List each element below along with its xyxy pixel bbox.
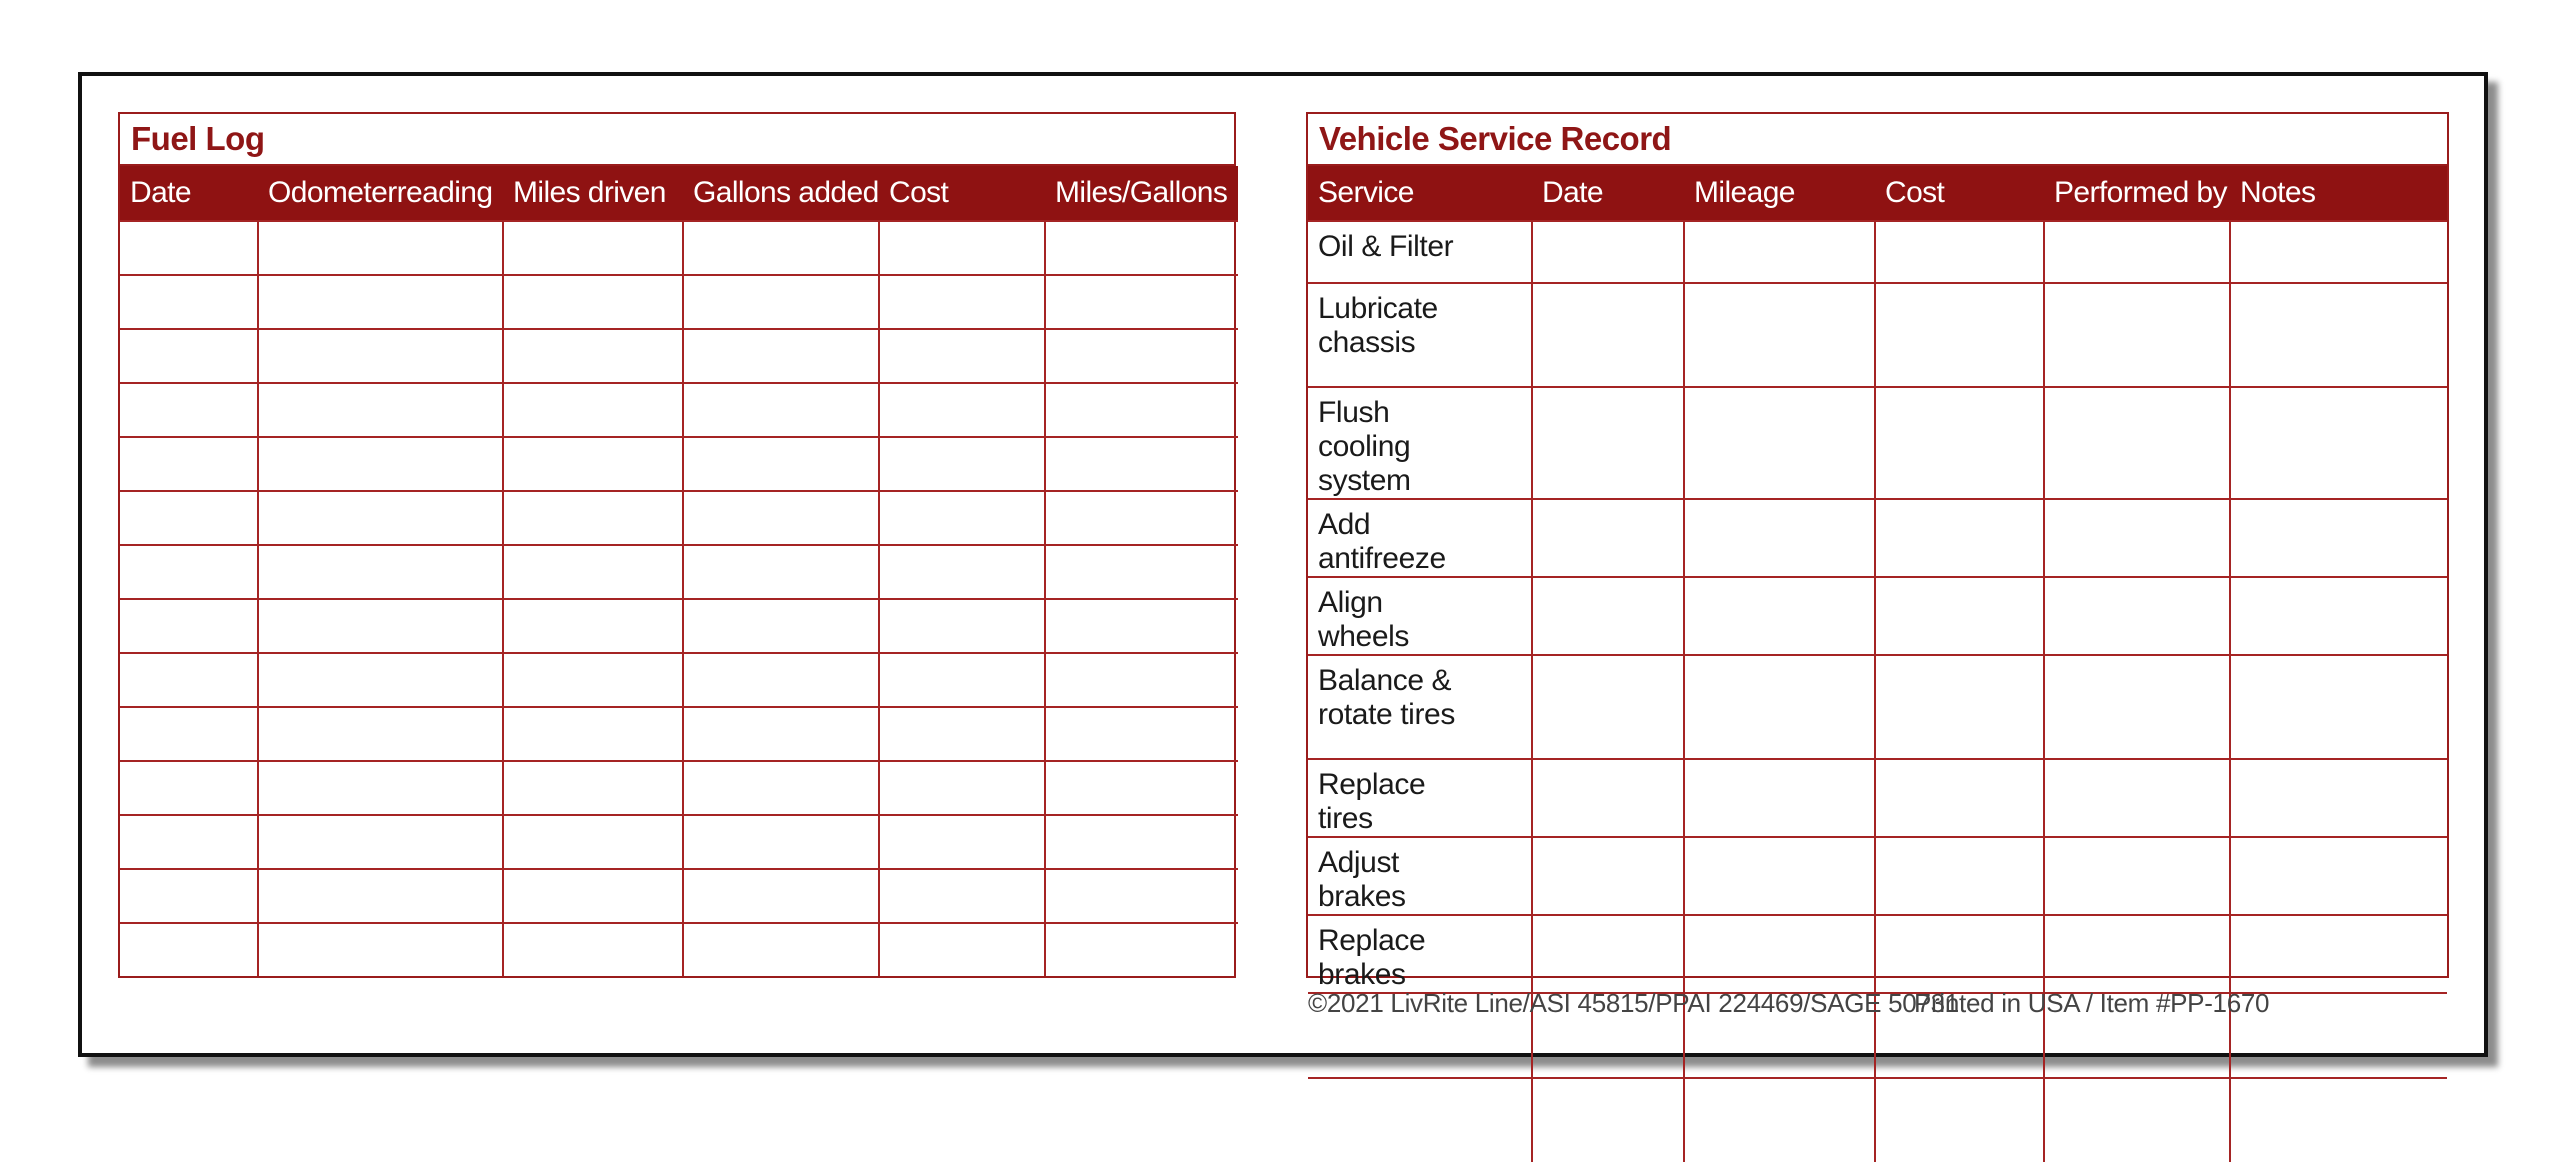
- fuel-log-cell[interactable]: [1045, 491, 1238, 545]
- fuel-log-cell[interactable]: [258, 761, 503, 815]
- service-name-cell: Replace brakes: [1308, 915, 1532, 993]
- service-name-cell: Adjust brakes: [1308, 837, 1532, 915]
- service-record-cell[interactable]: [2044, 577, 2230, 655]
- service-record-cell[interactable]: [1875, 759, 2044, 837]
- fuel-log-cell[interactable]: [503, 221, 683, 275]
- service-record-cell[interactable]: [2230, 837, 2447, 915]
- fuel-log-cell[interactable]: [503, 437, 683, 491]
- fuel-log-cell[interactable]: [120, 221, 258, 275]
- fuel-log-cell[interactable]: [503, 383, 683, 437]
- fuel-log-cell[interactable]: [258, 383, 503, 437]
- fuel-log-cell[interactable]: [120, 869, 258, 923]
- fuel-log-cell[interactable]: [683, 437, 879, 491]
- service-record-cell[interactable]: [1684, 283, 1875, 387]
- service-name-cell: Replace tires: [1308, 759, 1532, 837]
- fuel-log-cell[interactable]: [683, 707, 879, 761]
- fuel-log-cell[interactable]: [503, 653, 683, 707]
- fuel-log-cell[interactable]: [258, 491, 503, 545]
- fuel-log-cell[interactable]: [879, 275, 1045, 329]
- fuel-log-cell[interactable]: [258, 599, 503, 653]
- fuel-col-odometer: Odometerreading: [258, 166, 503, 221]
- fuel-log-row: [120, 869, 1238, 923]
- fuel-log-cell[interactable]: [1045, 707, 1238, 761]
- fuel-log-cell[interactable]: [683, 275, 879, 329]
- fuel-log-table: [120, 166, 1238, 976]
- service-record-title: Vehicle Service Record: [1308, 114, 2447, 166]
- fuel-service-card: [78, 72, 2488, 1057]
- service-name-cell: Lubricate chassis: [1308, 283, 1532, 387]
- fuel-log-row: [120, 599, 1238, 653]
- fuel-log-cell[interactable]: [683, 221, 879, 275]
- fuel-log-row: [120, 329, 1238, 383]
- service-record-cell[interactable]: [1684, 387, 1875, 499]
- service-record-cell[interactable]: [2230, 499, 2447, 577]
- fuel-log-cell[interactable]: [120, 491, 258, 545]
- service-record-cell[interactable]: [1875, 577, 2044, 655]
- service-record-body: [1308, 221, 2447, 1162]
- fuel-log-cell[interactable]: [879, 653, 1045, 707]
- service-record-cell[interactable]: [2230, 577, 2447, 655]
- fuel-log-cell[interactable]: [258, 815, 503, 869]
- fuel-log-row: [120, 923, 1238, 976]
- fuel-log-title: Fuel Log: [120, 114, 1234, 166]
- service-record-row: [1308, 283, 2447, 387]
- service-col-performed-by: Performed by: [2044, 166, 2230, 221]
- fuel-col-gallons-added: Gallons added: [683, 166, 879, 221]
- fuel-col-miles-driven: Miles driven: [503, 166, 683, 221]
- service-record-cell[interactable]: [1684, 1078, 1875, 1162]
- fuel-log-cell[interactable]: [879, 599, 1045, 653]
- fuel-log-cell[interactable]: [120, 275, 258, 329]
- service-name-cell: [1308, 1078, 1532, 1162]
- service-record-cell[interactable]: [2230, 1078, 2447, 1162]
- service-record-cell[interactable]: [1684, 759, 1875, 837]
- service-record-cell[interactable]: [1684, 837, 1875, 915]
- fuel-log-row: [120, 653, 1238, 707]
- fuel-log-cell[interactable]: [683, 761, 879, 815]
- service-name-cell: Flush cooling system: [1308, 387, 1532, 499]
- fuel-log-cell[interactable]: [503, 761, 683, 815]
- service-record-cell[interactable]: [2230, 283, 2447, 387]
- fuel-log-cell[interactable]: [258, 329, 503, 383]
- fuel-log-cell[interactable]: [503, 329, 683, 383]
- service-record-cell[interactable]: [1684, 655, 1875, 759]
- fuel-log-header-row: [120, 166, 1238, 221]
- service-record-cell[interactable]: [2230, 655, 2447, 759]
- service-record-cell[interactable]: [2230, 915, 2447, 993]
- fuel-log-cell[interactable]: [258, 923, 503, 976]
- fuel-log-cell[interactable]: [120, 599, 258, 653]
- fuel-log-cell[interactable]: [503, 599, 683, 653]
- fuel-log-cell[interactable]: [258, 275, 503, 329]
- service-record-cell[interactable]: [2044, 221, 2230, 283]
- service-record-cell[interactable]: [1684, 221, 1875, 283]
- service-record-cell[interactable]: [1532, 387, 1684, 499]
- service-record-row: [1308, 759, 2447, 837]
- fuel-log-cell[interactable]: [683, 599, 879, 653]
- fuel-log-cell[interactable]: [879, 383, 1045, 437]
- fuel-log-cell[interactable]: [120, 923, 258, 976]
- fuel-log-cell[interactable]: [120, 761, 258, 815]
- service-col-date: Date: [1532, 166, 1684, 221]
- fuel-log-cell[interactable]: [683, 815, 879, 869]
- fuel-log-cell[interactable]: [120, 329, 258, 383]
- fuel-log-row: [120, 761, 1238, 815]
- fuel-col-date: Date: [120, 166, 258, 221]
- fuel-log-cell[interactable]: [258, 437, 503, 491]
- service-record-cell[interactable]: [1875, 499, 2044, 577]
- fuel-log-cell[interactable]: [683, 653, 879, 707]
- fuel-log-row: [120, 707, 1238, 761]
- service-record-row: [1308, 655, 2447, 759]
- service-record-cell[interactable]: [1875, 837, 2044, 915]
- fuel-log-cell[interactable]: [879, 545, 1045, 599]
- service-name-cell: Add antifreeze: [1308, 499, 1532, 577]
- fuel-log: [118, 112, 1236, 978]
- service-record-cell[interactable]: [1875, 655, 2044, 759]
- fuel-log-cell[interactable]: [120, 383, 258, 437]
- fuel-log-cell[interactable]: [258, 869, 503, 923]
- fuel-log-cell[interactable]: [258, 707, 503, 761]
- fuel-log-cell[interactable]: [1045, 923, 1238, 976]
- service-record-cell[interactable]: [2044, 915, 2230, 993]
- service-name-cell: Oil & Filter: [1308, 221, 1532, 283]
- service-record-cell[interactable]: [2230, 387, 2447, 499]
- fuel-log-cell[interactable]: [1045, 383, 1238, 437]
- service-record-row: [1308, 837, 2447, 915]
- service-record-row: [1308, 499, 2447, 577]
- fuel-log-cell[interactable]: [879, 437, 1045, 491]
- service-name-cell: Balance & rotate tires: [1308, 655, 1532, 759]
- service-record-cell[interactable]: [2044, 283, 2230, 387]
- fuel-log-cell[interactable]: [879, 869, 1045, 923]
- service-name-cell: Align wheels: [1308, 577, 1532, 655]
- fuel-log-cell[interactable]: [503, 923, 683, 976]
- service-record-cell[interactable]: [2044, 499, 2230, 577]
- fuel-log-row: [120, 437, 1238, 491]
- service-record-cell[interactable]: [1875, 387, 2044, 499]
- fuel-log-cell[interactable]: [683, 383, 879, 437]
- fuel-log-cell[interactable]: [879, 221, 1045, 275]
- fuel-log-cell[interactable]: [1045, 815, 1238, 869]
- fuel-log-cell[interactable]: [1045, 437, 1238, 491]
- service-record-header-row: [1308, 166, 2447, 221]
- vehicle-service-record: [1306, 112, 2449, 991]
- service-record-row: [1308, 1078, 2447, 1162]
- fuel-log-cell[interactable]: [503, 707, 683, 761]
- fuel-log-cell[interactable]: [1045, 275, 1238, 329]
- fuel-log-row: [120, 275, 1238, 329]
- service-record-cell[interactable]: [2044, 837, 2230, 915]
- fuel-log-cell[interactable]: [683, 869, 879, 923]
- service-col-mileage: Mileage: [1684, 166, 1875, 221]
- service-record-cell[interactable]: [1875, 915, 2044, 993]
- fuel-log-cell[interactable]: [503, 275, 683, 329]
- service-col-notes: Notes: [2230, 166, 2447, 221]
- service-record-cell[interactable]: [1684, 499, 1875, 577]
- service-record-cell[interactable]: [1532, 1078, 1684, 1162]
- fuel-log-cell[interactable]: [683, 545, 879, 599]
- service-record-cell[interactable]: [1532, 915, 1684, 993]
- fuel-log-cell[interactable]: [258, 653, 503, 707]
- service-col-service: Service: [1308, 166, 1532, 221]
- service-record-cell[interactable]: [1684, 577, 1875, 655]
- service-record-cell[interactable]: [2044, 1078, 2230, 1162]
- fuel-log-cell[interactable]: [503, 491, 683, 545]
- fuel-log-row: [120, 545, 1238, 599]
- service-record-cell[interactable]: [1875, 1078, 2044, 1162]
- fuel-log-cell[interactable]: [683, 491, 879, 545]
- service-record-cell[interactable]: [1684, 915, 1875, 993]
- fuel-log-cell[interactable]: [503, 815, 683, 869]
- fuel-log-cell[interactable]: [1045, 653, 1238, 707]
- fuel-log-cell[interactable]: [879, 329, 1045, 383]
- service-record-cell[interactable]: [1532, 759, 1684, 837]
- service-record-cell[interactable]: [1532, 655, 1684, 759]
- service-record-cell[interactable]: [1532, 499, 1684, 577]
- service-record-cell[interactable]: [2230, 759, 2447, 837]
- fuel-log-cell[interactable]: [683, 923, 879, 976]
- fuel-log-cell[interactable]: [120, 437, 258, 491]
- service-record-cell[interactable]: [2044, 655, 2230, 759]
- service-record-cell[interactable]: [2044, 387, 2230, 499]
- service-record-cell[interactable]: [1532, 577, 1684, 655]
- fuel-log-cell[interactable]: [879, 707, 1045, 761]
- fuel-log-row: [120, 491, 1238, 545]
- fuel-log-cell[interactable]: [1045, 221, 1238, 275]
- service-record-cell[interactable]: [1875, 221, 2044, 283]
- fuel-log-cell[interactable]: [879, 923, 1045, 976]
- service-record-cell[interactable]: [1532, 283, 1684, 387]
- fuel-log-cell[interactable]: [120, 653, 258, 707]
- fuel-log-cell[interactable]: [879, 815, 1045, 869]
- fuel-log-cell[interactable]: [1045, 599, 1238, 653]
- service-record-row: [1308, 221, 2447, 283]
- fuel-log-cell[interactable]: [503, 869, 683, 923]
- fuel-log-row: [120, 383, 1238, 437]
- service-record-row: [1308, 915, 2447, 993]
- fuel-log-cell[interactable]: [683, 329, 879, 383]
- service-col-cost: Cost: [1875, 166, 2044, 221]
- fuel-log-body: [120, 221, 1238, 976]
- copyright-text: ©2021 LivRite Line/ASI 45815/PPAI 224469/SAGE 50731: [1308, 988, 1959, 1018]
- fuel-col-miles-per-gallon: Miles/Gallons: [1045, 166, 1238, 221]
- fuel-log-cell[interactable]: [258, 221, 503, 275]
- fuel-log-cell[interactable]: [879, 761, 1045, 815]
- service-record-cell[interactable]: [2044, 759, 2230, 837]
- fuel-log-cell[interactable]: [1045, 761, 1238, 815]
- fuel-col-cost: Cost: [879, 166, 1045, 221]
- fuel-log-cell[interactable]: [503, 545, 683, 599]
- printed-in-text: Printed in USA / Item #PP-1670: [1914, 988, 2270, 1018]
- service-record-cell[interactable]: [1532, 837, 1684, 915]
- fuel-log-cell[interactable]: [879, 491, 1045, 545]
- fuel-log-cell[interactable]: [120, 707, 258, 761]
- fuel-log-cell[interactable]: [1045, 869, 1238, 923]
- fuel-log-row: [120, 815, 1238, 869]
- fuel-log-cell[interactable]: [1045, 545, 1238, 599]
- fuel-log-cell[interactable]: [1045, 329, 1238, 383]
- fuel-log-row: [120, 221, 1238, 275]
- fuel-log-cell[interactable]: [258, 545, 503, 599]
- service-record-cell[interactable]: [1875, 283, 2044, 387]
- service-record-cell[interactable]: [1532, 221, 1684, 283]
- service-record-cell[interactable]: [2230, 221, 2447, 283]
- service-record-row: [1308, 577, 2447, 655]
- fuel-log-cell[interactable]: [120, 815, 258, 869]
- fuel-log-cell[interactable]: [120, 545, 258, 599]
- service-record-row: [1308, 387, 2447, 499]
